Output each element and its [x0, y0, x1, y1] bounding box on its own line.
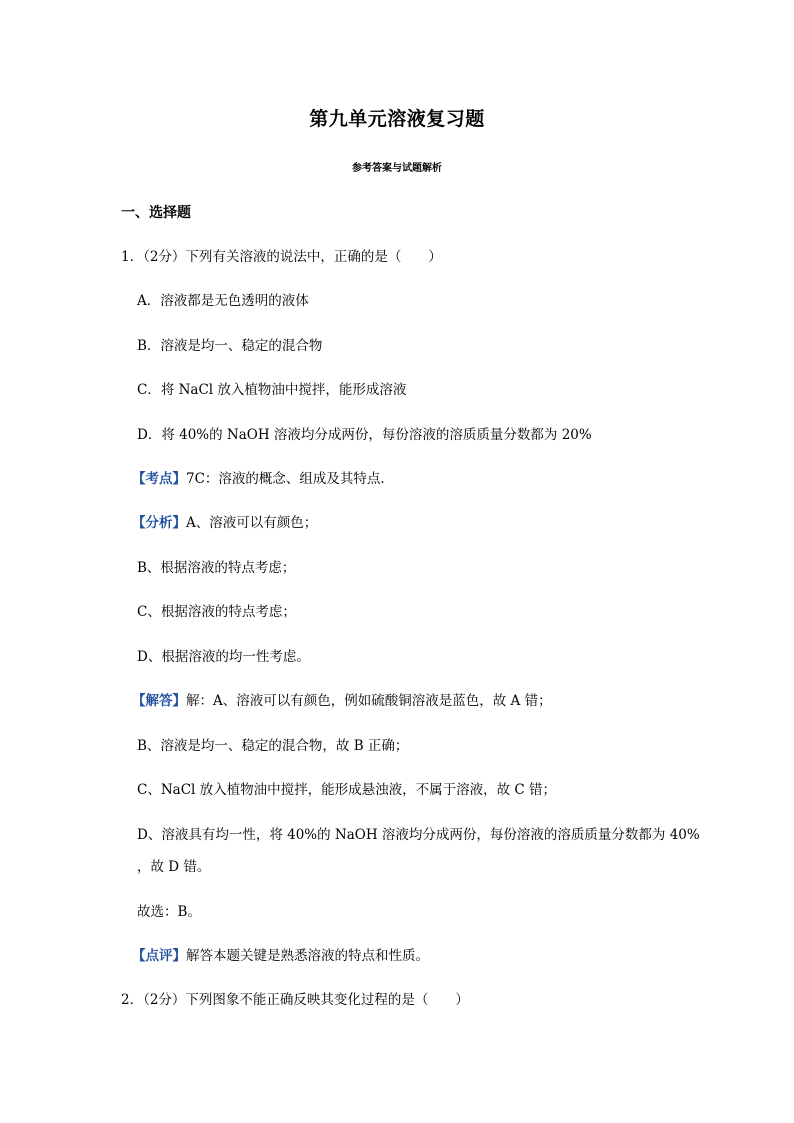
- kaodian-tag: 【考点】: [132, 471, 186, 487]
- question-1-option-b: B．溶液是均一、稳定的混合物: [137, 338, 323, 354]
- section-heading: 一、选择题: [121, 205, 191, 221]
- jieda-d-line-2: ，故 D 错。: [137, 859, 211, 875]
- question-1-option-c: C．将 NaCl 放入植物油中搅拌，能形成溶液: [137, 382, 407, 398]
- dianping-text: 解答本题关键是熟悉溶液的特点和性质。: [186, 948, 429, 964]
- fenxi-line: [132, 514, 317, 532]
- dianping-line: [132, 947, 429, 965]
- question-2-stem: 2．（2分）下列图象不能正确反映其变化过程的是（ ）: [121, 992, 469, 1008]
- jieda-line: [132, 692, 552, 710]
- answer-line: 故选：B。: [137, 904, 201, 920]
- page-subtitle: 参考答案与试题解析: [352, 163, 442, 174]
- fenxi-b: B、根据溶液的特点考虑；: [137, 560, 296, 576]
- jieda-c: C、NaCl 放入植物油中搅拌，能形成悬浊液，不属于溶液，故 C 错；: [137, 782, 557, 798]
- dianping-tag: 【点评】: [132, 948, 186, 964]
- fenxi-c: C、根据溶液的特点考虑；: [137, 604, 296, 620]
- jieda-text: 解：A、溶液可以有颜色，例如硫酸铜溶液是蓝色，故 A 错；: [186, 693, 552, 709]
- question-1-option-a: A．溶液都是无色透明的液体: [137, 293, 309, 309]
- jieda-d-line-1: D、溶液具有均一性，将 40%的 NaOH 溶液均分成两份，每份溶液的溶质质量分数都为 40%: [137, 827, 700, 843]
- jieda-tag: 【解答】: [132, 693, 186, 709]
- page-title: 第九单元溶液复习题: [309, 108, 485, 130]
- kaodian-text: 7C：溶液的概念、组成及其特点．: [186, 471, 394, 487]
- fenxi-tag: 【分析】: [132, 515, 186, 531]
- fenxi-text: A、溶液可以有颜色；: [186, 515, 318, 531]
- question-1-stem: 1．（2分）下列有关溶液的说法中，正确的是（ ）: [121, 249, 442, 265]
- fenxi-d: D、根据溶液的均一性考虑。: [137, 649, 310, 665]
- jieda-b: B、溶液是均一、稳定的混合物，故 B 正确；: [137, 738, 409, 754]
- question-1-option-d: D．将 40%的 NaOH 溶液均分成两份，每份溶液的溶质质量分数都为 20%: [137, 427, 592, 443]
- kaodian-line: [132, 470, 394, 488]
